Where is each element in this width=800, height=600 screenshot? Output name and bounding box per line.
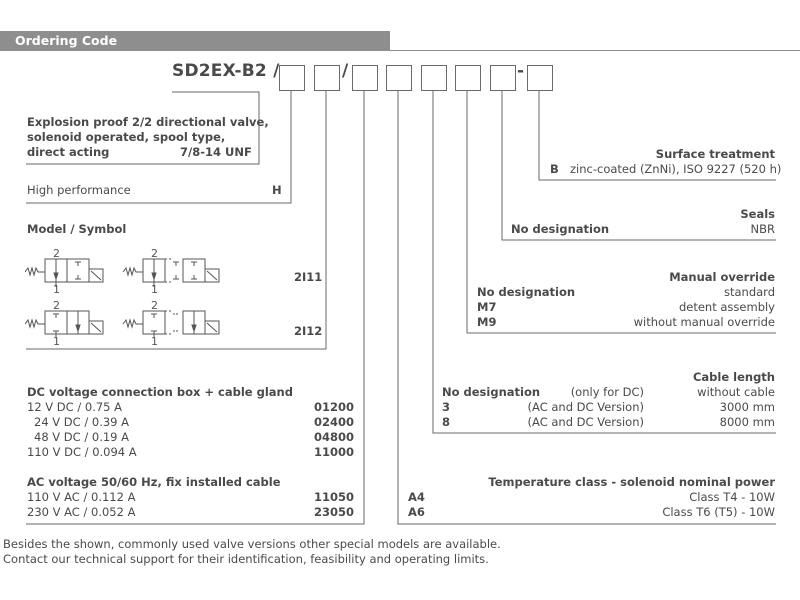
dc-row-code: 02400 bbox=[313, 415, 354, 429]
cable-value: 8000 mm bbox=[719, 415, 775, 429]
section-title: Ordering Code bbox=[15, 33, 118, 48]
performance-label: High performance bbox=[27, 183, 131, 197]
manual-override-value: without manual override bbox=[633, 315, 775, 329]
code-separator-dash: - bbox=[517, 61, 525, 81]
dc-row-label: 24 V DC / 0.39 A bbox=[34, 415, 130, 429]
dc-row-label: 12 V DC / 0.75 A bbox=[27, 400, 123, 414]
manual-override-code: M7 bbox=[477, 300, 497, 314]
ac-voltage-title: AC voltage 50/60 Hz, fix installed cable bbox=[27, 475, 281, 489]
valve-symbol-2i11-a bbox=[25, 259, 103, 287]
ac-row-label: 230 V AC / 0.052 A bbox=[27, 505, 136, 519]
temperature-title: Temperature class - solenoid nominal power bbox=[488, 475, 775, 489]
port-label-1: 1 bbox=[53, 335, 60, 345]
code-separator-slash: / bbox=[342, 61, 349, 81]
manual-override-code: No designation bbox=[477, 285, 576, 299]
cable-note: (only for DC) bbox=[570, 385, 644, 399]
product-line-3: direct acting bbox=[27, 145, 110, 159]
product-thread: 7/8-14 UNF bbox=[180, 145, 252, 159]
cable-note: (AC and DC Version) bbox=[527, 415, 644, 429]
port-label-2: 2 bbox=[53, 247, 60, 260]
footer-note-line-2: Contact our technical support for their identification, feasibility and operating limits. bbox=[3, 552, 489, 566]
code-prefix: SD2EX-B2 / bbox=[172, 61, 280, 81]
product-line-1: Explosion proof 2/2 directional valve, bbox=[27, 115, 269, 129]
port-label-1: 1 bbox=[151, 335, 158, 345]
model-title: Model / Symbol bbox=[27, 222, 127, 236]
ac-row-code: 11050 bbox=[313, 490, 354, 504]
temperature-code: A6 bbox=[408, 505, 425, 519]
temperature-value: Class T6 (T5) - 10W bbox=[662, 505, 775, 519]
cable-value: 3000 mm bbox=[719, 400, 775, 414]
dc-row-code: 11000 bbox=[313, 445, 354, 459]
dc-row-label: 110 V DC / 0.094 A bbox=[27, 445, 137, 459]
dc-voltage-title: DC voltage connection box + cable gland bbox=[27, 385, 293, 399]
surface-code: B bbox=[550, 162, 559, 176]
cable-note: (AC and DC Version) bbox=[527, 400, 644, 414]
cable-title: Cable length bbox=[692, 370, 775, 384]
temperature-value: Class T4 - 10W bbox=[689, 490, 775, 504]
port-label-2: 2 bbox=[53, 299, 60, 312]
manual-override-code: M9 bbox=[477, 315, 497, 329]
manual-override-value: detent assembly bbox=[678, 300, 775, 314]
valve-symbols bbox=[25, 245, 225, 345]
port-label-2: 2 bbox=[151, 247, 158, 260]
cable-code: No designation bbox=[442, 385, 541, 399]
port-label-2: 2 bbox=[151, 299, 158, 312]
seals-title: Seals bbox=[740, 207, 775, 221]
port-label-1: 1 bbox=[151, 283, 158, 296]
valve-symbol-2i12-a bbox=[25, 311, 103, 337]
footer-note-line-1: Besides the shown, commonly used valve versions other special models are available. bbox=[3, 537, 501, 551]
port-label-1: 1 bbox=[53, 283, 60, 296]
ac-row-label: 110 V AC / 0.112 A bbox=[27, 490, 136, 504]
dc-row-label: 48 V DC / 0.19 A bbox=[34, 430, 130, 444]
temperature-code: A4 bbox=[408, 490, 425, 504]
cable-code: 8 bbox=[442, 415, 451, 429]
model-code-2i11: 2I11 bbox=[294, 270, 323, 284]
manual-override-value: standard bbox=[723, 285, 775, 299]
cable-code: 3 bbox=[442, 400, 451, 414]
model-code-2i12: 2I12 bbox=[294, 324, 323, 338]
cable-value: without cable bbox=[697, 385, 775, 399]
seals-value: NBR bbox=[750, 222, 775, 236]
valve-symbol-2i11-b bbox=[123, 259, 219, 287]
product-line-2: solenoid operated, spool type, bbox=[27, 130, 226, 144]
surface-title: Surface treatment bbox=[655, 147, 775, 161]
valve-symbol-2i12-b bbox=[123, 311, 219, 337]
ac-row-code: 23050 bbox=[313, 505, 354, 519]
surface-value: zinc-coated (ZnNi), ISO 9227 (520 h) bbox=[570, 162, 782, 176]
manual-override-title: Manual override bbox=[669, 270, 775, 284]
dc-row-code: 04800 bbox=[313, 430, 354, 444]
dc-row-code: 01200 bbox=[313, 400, 354, 414]
performance-code: H bbox=[272, 183, 282, 197]
seals-code: No designation bbox=[511, 222, 610, 236]
